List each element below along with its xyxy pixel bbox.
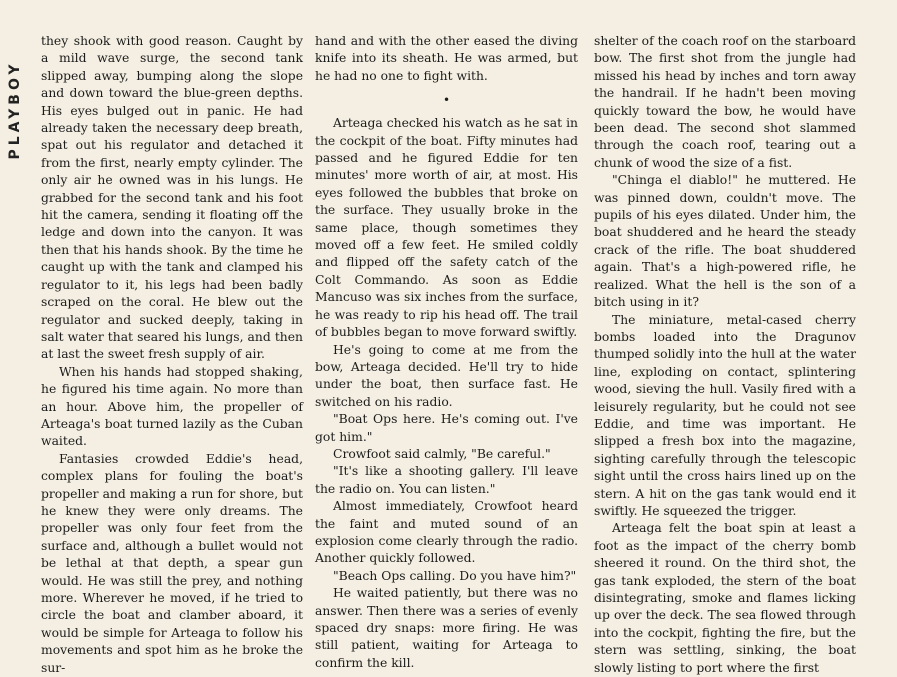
magazine-name: PLAYBOY — [7, 60, 23, 160]
paragraph: He waited patiently, but there was no answer. Then there was a series of evenly spaced dry snaps: more firing. He was still patient, waiting for Arteaga to confirm the kill. — [315, 586, 578, 670]
paragraph: He's going to come at me from the bow, Arteaga decided. He'll try to hide under the boat, then surface fast. He switched on his radio. — [315, 342, 578, 409]
paragraph: "Chinga el diablo!" he muttered. He was pinned down, couldn't move. The pupils of his eyes dilated. Under him, the boat shuddered and he heard the steady crack of the rifle. The boat shuddered again. That's a high-powered rifle, he realized. What the hell is the son of a bitch using in it? — [594, 173, 856, 310]
text-column-3 — [594, 33, 856, 675]
paragraph: "It's like a shooting gallery. I'll leave the radio on. You can listen." — [315, 464, 578, 496]
paragraph: shelter of the coach roof on the starboard bow. The first shot from the jungle had missed his head by inches and torn away the handrail. If he hadn't been moving quickly toward the bow, he would have been dead. The second shot slammed through the coach roof, tearing out a chunk of wood the size of a fist. — [594, 34, 856, 170]
text-column-1 — [41, 33, 303, 675]
paragraph: When his hands had stopped shaking, he figured his time again. No more than an hour. Above him, the propeller of Arteaga's boat turned lazily as the Cuban waited. — [41, 364, 303, 449]
paragraph: "Boat Ops here. He's coming out. I've got him." — [315, 412, 578, 444]
paragraph: they shook with good reason. Caught by a mild wave surge, the second tank slipped away, bumping along the slope and down toward the blue-green depths. His eyes bulged out in panic. He had already taken the necessary deep breath, spat out his regulator and detached it from the first, nearly empty cylinder. The only air he owned was in his lungs. He grabbed for the second tank and his foot hit the camera, sending it floating off the ledge and down into the canyon. It was then that his hands shook. By the time he caught up with the tank and clamped his regulator to it, his legs had been badly scraped on the coral. He blew out the regulator and sucked deeply, taking in salt water that seared his lungs, and then at last the sweet fresh supply of air. — [41, 34, 303, 362]
paragraph: Almost immediately, Crowfoot heard the faint and muted sound of an explosion come clearly through the radio. Another quickly followed. — [315, 499, 578, 566]
paragraph: Arteaga checked his watch as he sat in the cockpit of the boat. Fifty minutes had passed and he figured Eddie for ten minutes' more worth of air, at most. His eyes followed the bubbles that broke on the surface. They usually broke in the same place, though sometimes they moved off a few feet. He smiled coldly and flipped off the safety catch of the Colt Commando. As soon as Eddie Mancuso was six inches from the surface, he was ready to rip his head off. The trail of bubbles began to move forward swiftly. — [315, 116, 578, 340]
paragraph: "Beach Ops calling. Do you have him?" — [333, 568, 577, 583]
paragraph: Fantasies crowded Eddie's head, complex plans for fouling the boat's propeller and making a run for shore, but he knew they were only dreams. The propeller was only four feet from the surface and, although a bullet would not be lethal at that depth, a spear gun would. He was still the prey, and nothing more. Wherever he moved, if he tried to circle the boat and clamber aboard, it would be simple for Arteaga to follow his movements and spot him as he broke the sur- — [41, 451, 303, 675]
paragraph: Crowfoot said calmly, "Be careful." — [333, 446, 551, 461]
magazine-sidebar — [6, 35, 24, 185]
paragraph: Arteaga felt the boat spin at least a foot as the impact of the cherry bomb sheered it round. On the third shot, the gas tank exploded, the stern of the boat disintegrating, smoke and flames licking up over the deck. The sea flowed through into the cockpit, fighting the fire, but the stern was settling, sinking, the boat slowly listing to port where the first — [594, 521, 856, 675]
section-break-dot: • — [442, 93, 451, 108]
paragraph: hand and with the other eased the diving knife into its sheath. He was armed, but he had no one to fight with. — [315, 34, 578, 83]
text-column-2 — [315, 33, 578, 670]
paragraph: The miniature, metal-cased cherry bombs loaded into the Dragunov thumped solidly into the hull at the water line, exploding on contact, splintering wood, sieving the hull. Vasily fired with a leisurely regularity, but he could not see Eddie, and time was important. He slipped a fresh box into the magazine, sighting carefully through the telescopic sight until the cross hairs lined up on the stern. A hit on the gas tank would end it swiftly. He squeezed the trigger. — [594, 312, 856, 518]
